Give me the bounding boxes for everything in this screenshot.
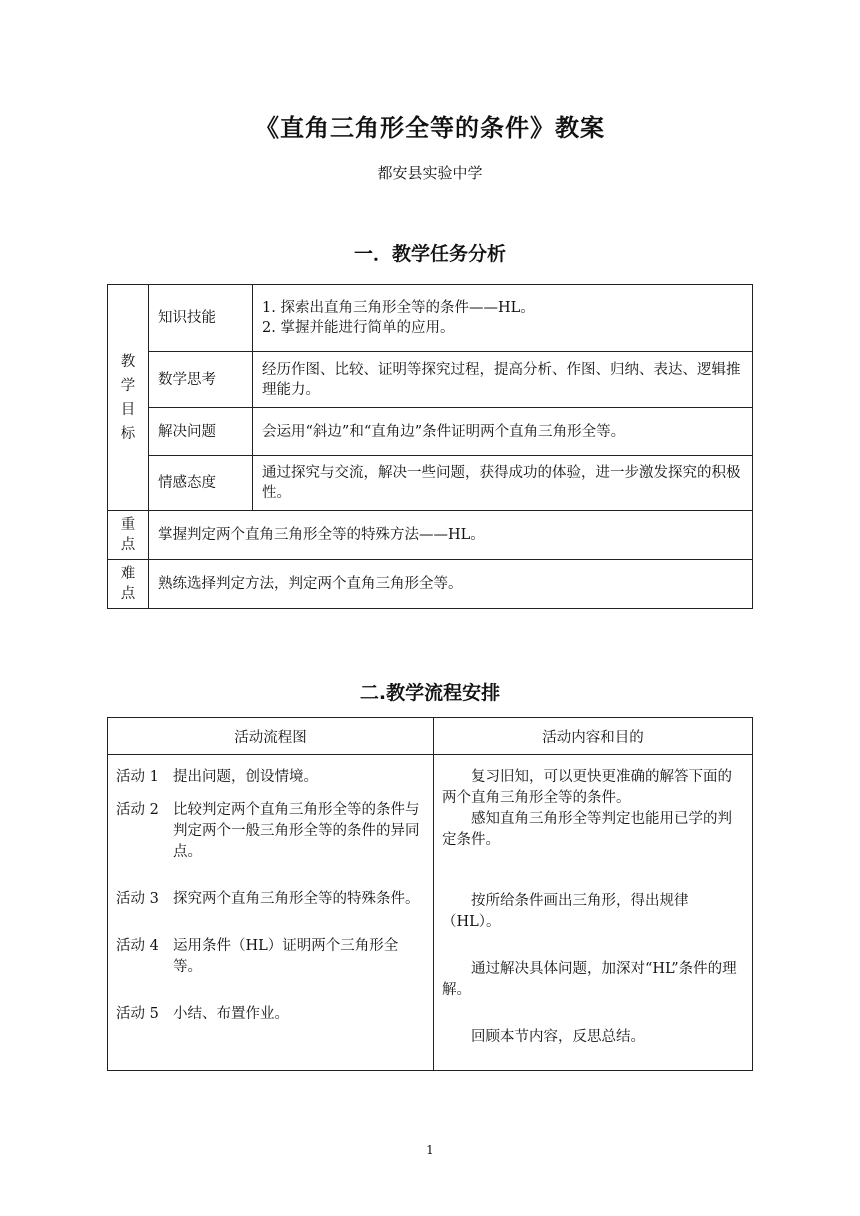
activity-item (116, 767, 425, 788)
activity-number: 活动 3 (116, 891, 159, 907)
activity-text: 小结、布置作业。 (173, 1006, 289, 1022)
goal-content: 通过探究与交流，解决一些问题，获得成功的体验，进一步激发探究的积极性。 (253, 456, 753, 511)
activity-number: 活动 1 (116, 769, 159, 785)
section-title-flow: 二.教学流程安排 (359, 682, 501, 704)
activity-purpose: 感知直角三角形全等判定也能用已学的判定条件。 (442, 811, 732, 848)
activity-item (116, 800, 425, 863)
activity-number: 活动 5 (116, 1006, 159, 1022)
goals-label-cell (108, 285, 149, 511)
flow-header-activity: 活动流程图 (108, 718, 434, 755)
goal-content: 经历作图、比较、证明等探究过程，提高分析、作图、归纳、表达、逻辑推理能力。 (253, 352, 753, 408)
key-point-text: 掌握判定两个直角三角形全等的特殊方法——HL。 (149, 511, 753, 560)
goal-line: 1. 探索出直角三角形全等的条件——HL。 (262, 300, 535, 316)
activity-text: 比较判定两个直角三角形全等的条件与判定两个一般三角形全等的条件的异同点。 (173, 802, 420, 860)
goal-category: 解决问题 (149, 408, 253, 456)
key-point-label: 重点 (108, 511, 149, 560)
goal-category: 情感态度 (149, 456, 253, 511)
activity-purpose: 按所给条件画出三角形，得出规律（HL）。 (442, 893, 689, 930)
difficulty-text: 熟练选择判定方法，判定两个直角三角形全等。 (149, 560, 753, 609)
section-title-task-analysis: 一．教学任务分析 (353, 243, 506, 265)
school-name: 都安县实验中学 (377, 164, 483, 182)
activity-purpose: 复习旧知，可以更快更准确的解答下面的两个直角三角形全等的条件。 (442, 769, 732, 806)
activity-purpose: 通过解决具体问题，加深对“HL”条件的理解。 (442, 961, 737, 998)
activity-number: 活动 4 (116, 938, 159, 954)
activity-number: 活动 2 (116, 802, 159, 818)
activity-item (116, 1004, 425, 1025)
page-number: 1 (426, 1143, 434, 1157)
activity-item (116, 936, 425, 978)
goal-category: 数学思考 (149, 352, 253, 408)
flow-header-purpose: 活动内容和目的 (434, 718, 753, 755)
difficulty-label: 难点 (108, 560, 149, 609)
activity-text: 探究两个直角三角形全等的特殊条件。 (173, 891, 420, 907)
activity-text: 运用条件（HL）证明两个三角形全等。 (173, 938, 399, 975)
teaching-goals-table (107, 284, 753, 609)
goal-line: 2. 掌握并能进行简单的应用。 (262, 320, 455, 336)
activity-purpose: 回顾本节内容，反思总结。 (471, 1029, 645, 1045)
activity-list (108, 755, 434, 1071)
activity-item (116, 889, 425, 910)
teaching-flow-table (107, 717, 753, 1071)
document-title: 《直角三角形全等的条件》教案 (255, 114, 605, 142)
activity-text: 提出问题，创设情境。 (173, 769, 318, 785)
goal-content (253, 285, 753, 352)
goals-label: 教学目标 (120, 353, 136, 442)
purpose-list (434, 755, 753, 1071)
goal-content: 会运用“斜边”和“直角边”条件证明两个直角三角形全等。 (253, 408, 753, 456)
goal-category: 知识技能 (149, 285, 253, 352)
